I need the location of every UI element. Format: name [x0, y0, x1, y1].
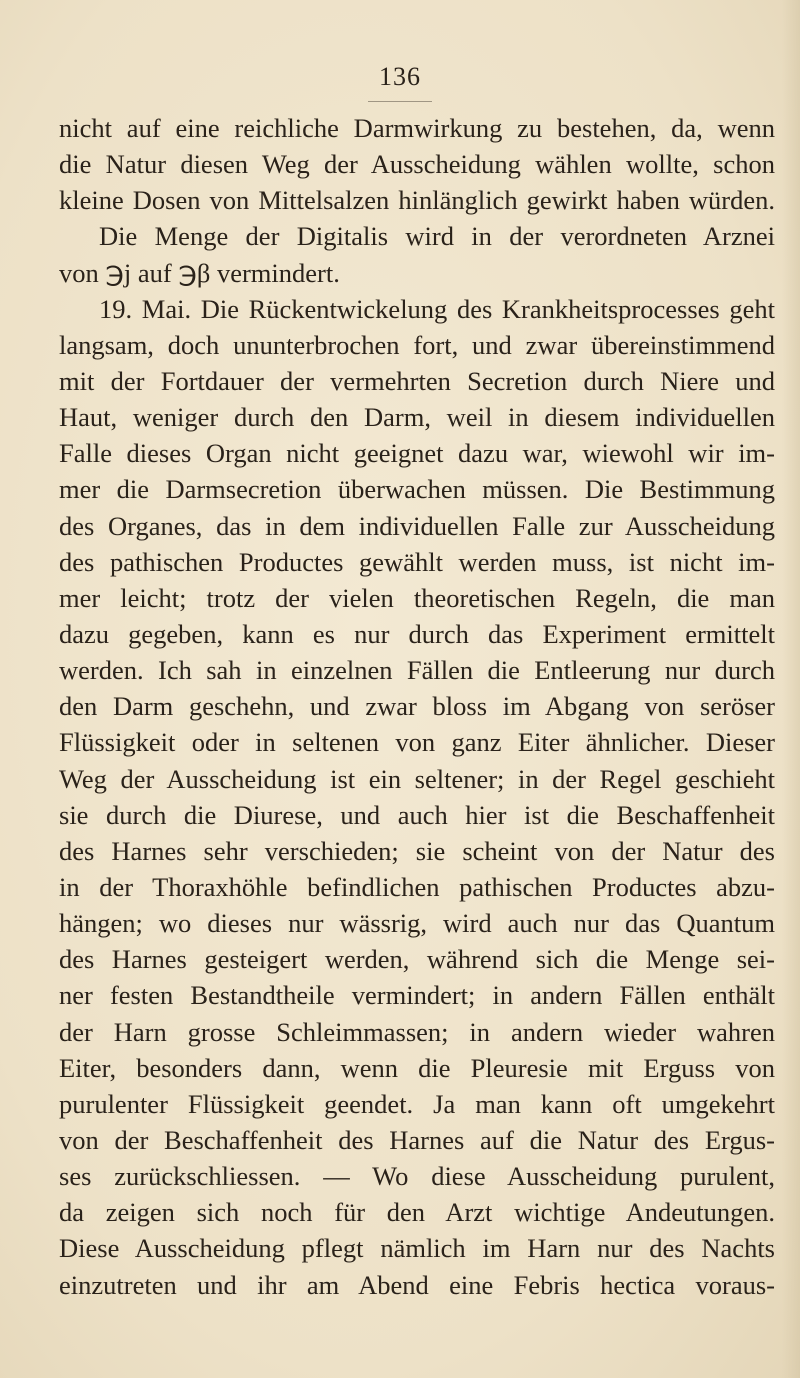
text-line: ner festen Bestandtheile vermindert; in andern Fällen enthält: [59, 980, 775, 1011]
text-line: Die Menge der Digitalis wird in der verordneten Arznei: [99, 221, 775, 252]
text-line: von ℈j auf ℈β vermindert.: [59, 257, 340, 288]
text-line: den Darm geschehn, und zwar bloss im Abgang von seröser: [59, 691, 775, 722]
text-line: ses zurückschliessen. — Wo diese Ausscheidung purulent,: [59, 1161, 775, 1192]
text-line: Haut, weniger durch den Darm, weil in diesem individuellen: [59, 402, 775, 433]
text-line: Diese Ausscheidung pflegt nämlich im Harn nur des Nachts: [59, 1233, 775, 1264]
text-line: kleine Dosen von Mittelsalzen hinlänglich gewirkt haben würden.: [59, 185, 775, 216]
text-line: nicht auf eine reichliche Darmwirkung zu bestehen, da, wenn: [59, 113, 775, 143]
text-line: Flüssigkeit oder in seltenen von ganz Eiter ähnlicher. Dieser: [59, 727, 775, 758]
text-line: 19. Mai. Die Rückentwickelung des Krankheitsprocesses geht: [99, 293, 775, 324]
text-line: mer leicht; trotz der vielen theoretischen Regeln, die man: [59, 582, 775, 613]
text-line: Eiter, besonders dann, wenn die Pleuresie mit Erguss von: [59, 1052, 775, 1083]
text-line: werden. Ich sah in einzelnen Fällen die Entleerung nur durch: [59, 655, 775, 686]
text-line: des Harnes gesteigert werden, während sich die Menge sei-: [59, 944, 775, 975]
text-line: des Organes, das in dem individuellen Falle zur Ausscheidung: [59, 510, 775, 541]
text-line: in der Thoraxhöhle befindlichen pathischen Productes abzu-: [59, 871, 775, 902]
text-line: der Harn grosse Schleimmassen; in andern wieder wahren: [59, 1016, 775, 1047]
page-number-rule: [368, 101, 432, 102]
text-line: des Harnes sehr verschieden; sie scheint von der Natur des: [59, 835, 775, 866]
text-line: sie durch die Diurese, und auch hier ist die Beschaffenheit: [59, 799, 775, 830]
body-text: [59, 110, 775, 1303]
text-line: da zeigen sich noch für den Arzt wichtige Andeutungen.: [59, 1197, 775, 1228]
text-line: purulenter Flüssigkeit geendet. Ja man kann oft umgekehrt: [59, 1088, 775, 1119]
text-line: Falle dieses Organ nicht geeignet dazu war, wiewohl wir im-: [59, 438, 775, 469]
text-line: die Natur diesen Weg der Ausscheidung wählen wollte, schon: [59, 149, 775, 180]
text-line: mer die Darmsecretion überwachen müssen. Die Bestimmung: [59, 474, 775, 505]
text-line: einzutreten und ihr am Abend eine Febris hectica voraus-: [59, 1269, 775, 1300]
page-number: 136: [379, 62, 421, 91]
text-line: langsam, doch ununterbrochen fort, und zwar übereinstimmend: [59, 329, 775, 360]
text-line: von der Beschaffenheit des Harnes auf die Natur des Ergus-: [59, 1124, 775, 1155]
text-line: dazu gegeben, kann es nur durch das Experiment ermittelt: [59, 618, 775, 649]
page-edge-shadow: [782, 0, 800, 1378]
text-line: Weg der Ausscheidung ist ein seltener; in der Regel geschieht: [59, 763, 775, 794]
text-line: mit der Fortdauer der vermehrten Secretion durch Niere und: [59, 365, 775, 396]
text-line: des pathischen Productes gewählt werden muss, ist nicht im-: [59, 546, 775, 577]
text-line: hängen; wo dieses nur wässrig, wird auch nur das Quantum: [59, 908, 775, 939]
